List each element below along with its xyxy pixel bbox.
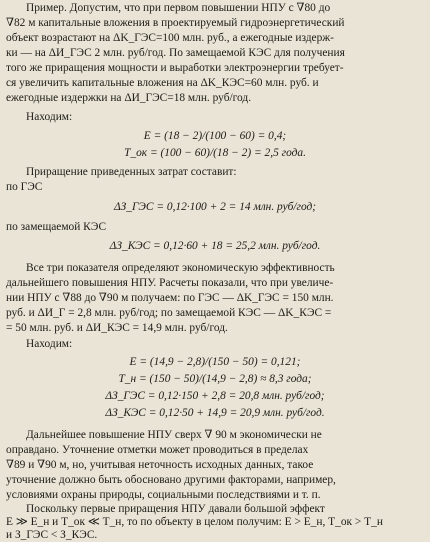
text-line: Поскольку первые приращения НПУ давали большой эффект — [26, 503, 325, 515]
text-line: нии НПУ с ∇88 до ∇90 м получаем: по ГЭС — ΔK_ГЭС = 150 млн. — [6, 292, 334, 304]
text-line: T_н = (150 − 50)/(14,9 − 2,8) ≈ 8,3 года; — [118, 373, 312, 385]
text-line: по замещаемой КЭС — [6, 221, 107, 233]
text-line: Дальнейшее повышение НПУ сверх ∇ 90 м экономически не — [26, 429, 322, 441]
text-line: = 50 млн. руб. и ΔИ_КЭС = 14,9 млн. руб/год. — [6, 322, 228, 334]
text-line: ΔЗ_ГЭС = 0,12·100 + 2 = 14 млн. руб/год; — [113, 201, 317, 213]
text-line: ∇89 и ∇90 м, но, учитывая неточность исходных данных, такое — [6, 459, 314, 471]
text-line: ∇82 м капитальные вложения в проектируемый гидроэнергетический — [6, 17, 345, 29]
text-line: Находим: — [26, 111, 73, 123]
text-line: E = (14,9 − 2,8)/(150 − 50) = 0,121; — [129, 356, 301, 368]
text-line: ежегодные издержки на ΔИ_ГЭС=18 млн. руб/год. — [6, 92, 252, 104]
text-line: и З_ГЭС < З_КЭС. — [6, 529, 98, 541]
text-line: E = (18 − 2)/(100 − 60) = 0,4; — [143, 130, 287, 142]
text-line: уточнение должно быть обосновано другими факторами, например, — [6, 474, 336, 486]
text-line: по ГЭС — [6, 181, 43, 193]
text-line: Все три показателя определяют экономическую эффективность — [26, 262, 335, 274]
text-line: ки — на ΔИ_ГЭС 2 млн. руб/год. По замещаемой КЭС для получения — [6, 47, 345, 59]
text-line: Пример. Допустим, что при первом повышении НПУ с ∇80 до — [26, 2, 331, 14]
text-line: дальнейшего повышения НПУ. Расчеты показали, что при увеличе- — [6, 277, 334, 289]
text-line: ся увеличить капитальные вложения на ΔK_КЭС=60 млн. руб. и — [6, 77, 319, 89]
text-line: E ≫ E_н и T_ок ≪ T_н, то по объекту в целом получим: E > E_н, T_ок > T_н — [6, 516, 383, 528]
text-line: ΔЗ_ГЭС = 0,12·150 + 2,8 = 20,8 млн. руб/год; — [105, 390, 325, 402]
text-line: объект возрастают на ΔK_ГЭС=100 млн. руб., а ежегодные издерж- — [6, 32, 334, 44]
text-line: Находим: — [26, 338, 73, 350]
text-line: T_ок = (100 − 60)/(18 − 2) = 2,5 года. — [124, 147, 306, 159]
text-line: ΔЗ_КЭС = 0,12·50 + 14,9 = 20,9 млн. руб/год. — [105, 407, 325, 419]
text-line: Приращение приведенных затрат составит: — [26, 166, 237, 178]
text-line: условиями охраны природы, социальными последствиями и т. п. — [6, 489, 321, 501]
text-line: оправдано. Уточнение отметки может проводиться в пределах — [6, 444, 309, 456]
text-line: ΔЗ_КЭС = 0,12·60 + 18 = 25,2 млн. руб/год. — [109, 240, 321, 252]
text-line: того же приращения мощности и выработки электроэнергии требует- — [6, 62, 344, 74]
text-line: руб. и ΔИ_Г = 2,8 млн. руб/год; по замещаемой КЭС — ΔK_КЭС = — [6, 307, 332, 319]
